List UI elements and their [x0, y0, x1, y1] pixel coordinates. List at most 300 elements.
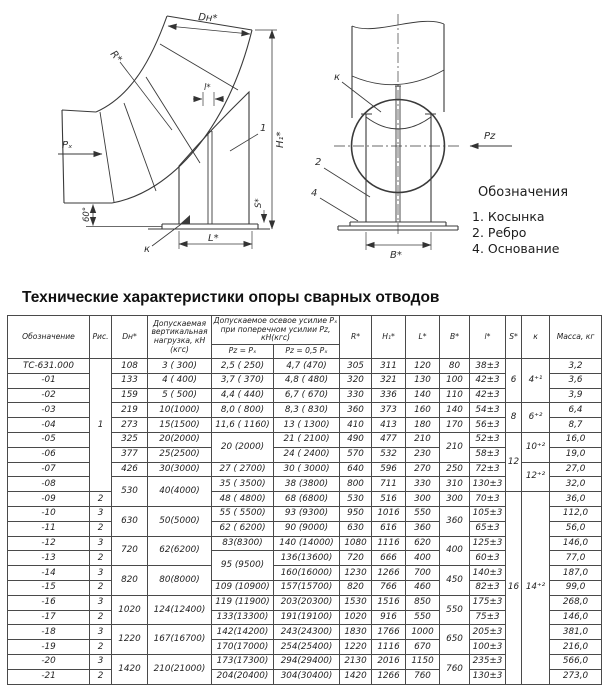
table-cell: 2 — [90, 580, 112, 595]
force-label-px: Pₓ — [62, 140, 73, 151]
table-cell: 620 — [406, 536, 440, 551]
table-cell: -07 — [8, 462, 90, 477]
table-cell: 666 — [372, 551, 406, 566]
legend-item-4: 4. Основание — [472, 241, 560, 256]
force-label-pz: Pz — [484, 131, 496, 142]
table-cell: 216,0 — [550, 640, 602, 655]
table-cell: 566,0 — [550, 654, 602, 669]
table-cell: 8,7 — [550, 418, 602, 433]
table-cell: 170 — [440, 418, 470, 433]
table-cell: 3 — [90, 536, 112, 551]
table-cell: 270 — [406, 462, 440, 477]
table-cell: 426 — [112, 462, 148, 477]
table-cell: 2 — [90, 640, 112, 655]
table-cell: 11,6 ( 1160) — [212, 418, 274, 433]
table-body — [8, 359, 602, 685]
gusset-sides — [366, 114, 431, 222]
table-cell: 38 (3800) — [274, 477, 340, 492]
table-cell: 136(13600) — [274, 551, 340, 566]
table-cell: 360 — [406, 521, 440, 536]
table-cell: 60±3 — [470, 551, 506, 566]
table-cell: 268,0 — [550, 595, 602, 610]
table-cell: 670 — [406, 640, 440, 655]
table-cell: 30(3000) — [148, 462, 212, 477]
table-cell: -04 — [8, 418, 90, 433]
table-cell: 381,0 — [550, 625, 602, 640]
table-cell: 133 — [112, 373, 148, 388]
table-cell: 108 — [112, 359, 148, 374]
table-cell: 360 — [340, 403, 372, 418]
table-cell: 1830 — [340, 625, 372, 640]
table-cell: 4,4 ( 440) — [212, 388, 274, 403]
col-vert: Допускаемая вертикальная нагрузка, кН (кгс) — [148, 316, 212, 359]
table-cell: 300 — [406, 492, 440, 507]
dim-label-dn: Dн* — [197, 12, 218, 25]
part4-label: 4 — [311, 188, 318, 199]
table-cell: 130±3 — [470, 669, 506, 684]
table-cell: 1080 — [340, 536, 372, 551]
table-cell: 630 — [340, 521, 372, 536]
legend-item-2: 2. Ребро — [472, 225, 527, 240]
table-cell: 146,0 — [550, 536, 602, 551]
table-cell: 305 — [340, 359, 372, 374]
table-cell: 550 — [440, 595, 470, 625]
table-cell: 109 (10900) — [212, 580, 274, 595]
table-cell: -10 — [8, 506, 90, 521]
table-cell: 330 — [340, 388, 372, 403]
segment-joint-lines — [100, 44, 238, 202]
table-cell: 48 ( 4800) — [212, 492, 274, 507]
table-cell: 173(17300) — [212, 654, 274, 669]
table-cell: 3,2 — [550, 359, 602, 374]
table-cell: 550 — [406, 506, 440, 521]
col-k: к — [522, 316, 550, 359]
table-cell: 14⁺² — [522, 492, 550, 684]
table-cell: 320 — [340, 373, 372, 388]
table-cell: 1420 — [112, 654, 148, 684]
table-cell: -06 — [8, 447, 90, 462]
table-cell: 1220 — [112, 625, 148, 655]
table-cell: 16,0 — [550, 432, 602, 447]
weld-label-k-front: к — [334, 72, 341, 83]
table-cell: 36,0 — [550, 492, 602, 507]
elbow-left-end — [62, 110, 112, 203]
table-cell: 2 — [90, 551, 112, 566]
table-cell: 110 — [440, 388, 470, 403]
table-cell: 4 ( 400) — [148, 373, 212, 388]
table-cell: 170(17000) — [212, 640, 274, 655]
table-cell: 13 ( 1300) — [274, 418, 340, 433]
table-cell: 6,7 ( 670) — [274, 388, 340, 403]
weld-mark — [180, 215, 190, 224]
table-cell: 210(21000) — [148, 654, 212, 684]
table-cell: -05 — [8, 432, 90, 447]
table-row — [8, 492, 602, 507]
table-cell: 80 — [440, 359, 470, 374]
table-cell: 70±3 — [470, 492, 506, 507]
table-cell: 916 — [372, 610, 406, 625]
table-cell: 42±3 — [470, 373, 506, 388]
table-cell: 205±3 — [470, 625, 506, 640]
table-cell: 19,0 — [550, 447, 602, 462]
col-b: B* — [440, 316, 470, 359]
table-cell: 230 — [406, 447, 440, 462]
table-cell: 3 ( 300) — [148, 359, 212, 374]
table-cell: 1116 — [372, 640, 406, 655]
part4-leader — [320, 198, 358, 221]
table-cell: 273 — [112, 418, 148, 433]
dim-label-b: B* — [390, 250, 402, 261]
table-cell: 1 — [90, 359, 112, 492]
table-cell: 1420 — [340, 669, 372, 684]
table-cell: 210 — [440, 432, 470, 462]
table-cell: 62(6200) — [148, 536, 212, 566]
table-cell: 124(12400) — [148, 595, 212, 625]
table-cell: 400 — [440, 536, 470, 566]
dim-label-lsmall: l* — [204, 83, 211, 93]
part2-label: 2 — [315, 157, 322, 168]
table-cell: 157(15700) — [274, 580, 340, 595]
table-row — [8, 359, 602, 374]
table-cell: 273,0 — [550, 669, 602, 684]
table-cell: 99,0 — [550, 580, 602, 595]
table-cell: 410 — [340, 418, 372, 433]
dim-lsmall-ext — [203, 92, 214, 106]
table-cell: 191(19100) — [274, 610, 340, 625]
table-cell: 570 — [340, 447, 372, 462]
col-l: l* — [470, 316, 506, 359]
table-cell: 550 — [406, 610, 440, 625]
table-cell: -17 — [8, 610, 90, 625]
table-cell: 1230 — [340, 566, 372, 581]
table-cell: 16 — [506, 492, 522, 684]
table-cell: 100 — [440, 373, 470, 388]
table-cell: 1116 — [372, 536, 406, 551]
table-cell: 27,0 — [550, 462, 602, 477]
legend-title: Обозначения — [478, 185, 569, 200]
table-cell: 8,3 ( 830) — [274, 403, 340, 418]
table-cell: 62 ( 6200) — [212, 521, 274, 536]
spec-table — [7, 315, 602, 685]
table-cell: 650 — [440, 625, 470, 655]
table-cell: -21 — [8, 669, 90, 684]
table-cell: 93 (9300) — [274, 506, 340, 521]
elbow-inner-arc — [96, 16, 167, 112]
table-cell: 8 — [506, 403, 522, 433]
table-cell: 3 — [90, 566, 112, 581]
table-cell: 6,4 — [550, 403, 602, 418]
table-cell: 294(29400) — [274, 654, 340, 669]
table-cell: 140±3 — [470, 566, 506, 581]
table-cell: 80(8000) — [148, 566, 212, 596]
table-cell: 35 ( 3500) — [212, 477, 274, 492]
table-cell: -08 — [8, 477, 90, 492]
table-cell: 3 — [90, 654, 112, 669]
saddle-curve — [366, 117, 431, 129]
table-cell: 210 — [406, 432, 440, 447]
table-cell: 140 — [406, 388, 440, 403]
table-cell: 140 (14000) — [274, 536, 340, 551]
rib-edge — [208, 131, 212, 224]
table-cell: 516 — [372, 492, 406, 507]
table-cell: 56,0 — [550, 521, 602, 536]
table-cell: 820 — [112, 566, 148, 596]
table-cell: 711 — [372, 477, 406, 492]
table-cell: 330 — [406, 477, 440, 492]
table-cell: 20(2000) — [148, 432, 212, 447]
table-cell: 720 — [340, 551, 372, 566]
table-cell: 119 (11900) — [212, 595, 274, 610]
table-cell: 125±3 — [470, 536, 506, 551]
table-cell: 58±3 — [470, 447, 506, 462]
col-r: R* — [340, 316, 372, 359]
table-cell: 5 ( 500) — [148, 388, 212, 403]
col-pz-px: Pz = Pₓ — [212, 345, 274, 359]
table-cell: 1020 — [112, 595, 148, 625]
table-cell: 450 — [440, 566, 470, 596]
table-cell: 56±3 — [470, 418, 506, 433]
table-cell: -19 — [8, 640, 90, 655]
table-cell: 2016 — [372, 654, 406, 669]
table-cell: -02 — [8, 388, 90, 403]
table-cell: 12⁺² — [522, 462, 550, 492]
table-cell: 10(1000) — [148, 403, 212, 418]
table-cell: 630 — [112, 506, 148, 536]
table-cell: -03 — [8, 403, 90, 418]
table-cell: 187,0 — [550, 566, 602, 581]
table-cell: 766 — [372, 580, 406, 595]
base-plate — [148, 224, 270, 229]
table-cell: 235±3 — [470, 654, 506, 669]
table-cell: 4,7 (470) — [274, 359, 340, 374]
col-dn: Dн* — [112, 316, 148, 359]
table-cell: 1016 — [372, 506, 406, 521]
table-cell: 40(4000) — [148, 477, 212, 507]
table-cell: 20 (2000) — [212, 432, 274, 462]
table-cell: 146,0 — [550, 610, 602, 625]
table-cell: 850 — [406, 595, 440, 610]
table-cell: 360 — [440, 506, 470, 536]
table-header — [8, 316, 602, 359]
table-cell: 52±3 — [470, 432, 506, 447]
table-cell: 4,8 ( 480) — [274, 373, 340, 388]
table-cell: 760 — [406, 669, 440, 684]
table-cell: 6 — [506, 359, 522, 403]
col-L: L* — [406, 316, 440, 359]
col-obozn: Обозначение — [8, 316, 90, 359]
table-cell: 55 ( 5500) — [212, 506, 274, 521]
col-axial: Допускаемое осевое усилие Pₓ при поперечном усилии Pz, кН(кгс) — [212, 316, 340, 345]
table-cell: 32,0 — [550, 477, 602, 492]
dim-b-ext — [366, 232, 431, 250]
table-cell: 38±3 — [470, 359, 506, 374]
part2-leader — [324, 168, 370, 197]
table-cell: 530 — [112, 477, 148, 507]
table-cell: 3,7 ( 370) — [212, 373, 274, 388]
table-cell: ТС-631.000 — [8, 359, 90, 374]
table-cell: 254(25400) — [274, 640, 340, 655]
table-cell: 15(1500) — [148, 418, 212, 433]
table-cell: 167(16700) — [148, 625, 212, 655]
table-cell: -16 — [8, 595, 90, 610]
table-cell: 204(20400) — [212, 669, 274, 684]
table-cell: -12 — [8, 536, 90, 551]
table-cell: 2 — [90, 492, 112, 507]
table-cell: 1220 — [340, 640, 372, 655]
table-cell: 1000 — [406, 625, 440, 640]
technical-drawing — [0, 0, 609, 272]
table-cell: 2130 — [340, 654, 372, 669]
table-cell: 800 — [340, 477, 372, 492]
table-cell: 3 — [90, 595, 112, 610]
table-cell: -09 — [8, 492, 90, 507]
table-cell: -20 — [8, 654, 90, 669]
col-mass: Масса, кг — [550, 316, 602, 359]
table-cell: 65±3 — [470, 521, 506, 536]
table-cell: -14 — [8, 566, 90, 581]
table-cell: 616 — [372, 521, 406, 536]
table-cell: 490 — [340, 432, 372, 447]
table-cell: 82±3 — [470, 580, 506, 595]
table-cell: 1266 — [372, 669, 406, 684]
dim-label-r: R* — [107, 48, 124, 66]
k-leader-front — [342, 82, 381, 112]
table-cell: 21 ( 2100) — [274, 432, 340, 447]
table-cell: 75±3 — [470, 610, 506, 625]
col-ris: Рис. — [90, 316, 112, 359]
table-cell: 10⁺² — [522, 432, 550, 462]
table-cell: 140 — [440, 403, 470, 418]
table-cell: 42±3 — [470, 388, 506, 403]
table-cell: 460 — [406, 580, 440, 595]
table-cell: 2 — [90, 521, 112, 536]
table-cell: 24 ( 2400) — [274, 447, 340, 462]
gusset-plate — [179, 92, 249, 224]
weld-label-k: к — [144, 244, 151, 255]
table-cell: 310 — [440, 477, 470, 492]
table-cell: 4⁺¹ — [522, 359, 550, 403]
table-cell: 95 (9500) — [212, 551, 274, 581]
table-cell: -15 — [8, 580, 90, 595]
table-cell: 12 — [506, 432, 522, 491]
table-cell: 373 — [372, 403, 406, 418]
col-h1: H₁* — [372, 316, 406, 359]
table-cell: 142(14200) — [212, 625, 274, 640]
dim-label-angle: 60° — [82, 206, 92, 222]
table-cell: 1766 — [372, 625, 406, 640]
table-cell: 159 — [112, 388, 148, 403]
table-cell: -01 — [8, 373, 90, 388]
dim-label-h1: H₁* — [275, 131, 286, 148]
table-cell: 530 — [340, 492, 372, 507]
table-cell: 68 (6800) — [274, 492, 340, 507]
table-cell: 640 — [340, 462, 372, 477]
table-cell: -18 — [8, 625, 90, 640]
legend-item-1: 1. Косынка — [472, 209, 545, 224]
table-cell: 1020 — [340, 610, 372, 625]
table-cell: 400 — [406, 551, 440, 566]
table-cell: 321 — [372, 373, 406, 388]
table-cell: 77,0 — [550, 551, 602, 566]
table-cell: 160 — [406, 403, 440, 418]
table-cell: 90 (9000) — [274, 521, 340, 536]
col-pz-05px: Pz = 0,5 Pₓ — [274, 345, 340, 359]
table-cell: 3,6 — [550, 373, 602, 388]
table-cell: 6⁺² — [522, 403, 550, 433]
elbow-outer-arc — [112, 30, 252, 203]
table-cell: 130±3 — [470, 477, 506, 492]
table-cell: 250 — [440, 462, 470, 477]
table-cell: 325 — [112, 432, 148, 447]
table-cell: 477 — [372, 432, 406, 447]
page-title: Технические характеристики опоры сварных отводов — [22, 289, 440, 306]
table-cell: 596 — [372, 462, 406, 477]
table-cell: -13 — [8, 551, 90, 566]
table-cell: 1266 — [372, 566, 406, 581]
table-cell: 160(16000) — [274, 566, 340, 581]
table-cell: 950 — [340, 506, 372, 521]
table-cell: 3 — [90, 625, 112, 640]
table-cell: 100±3 — [470, 640, 506, 655]
table-cell: 700 — [406, 566, 440, 581]
table-cell: 377 — [112, 447, 148, 462]
table-cell: 1516 — [372, 595, 406, 610]
table-cell: 243(24300) — [274, 625, 340, 640]
part1-leader — [230, 134, 258, 151]
table-cell: 2 — [90, 610, 112, 625]
table-cell: 54±3 — [470, 403, 506, 418]
table-cell: 3,9 — [550, 388, 602, 403]
table-cell: 1530 — [340, 595, 372, 610]
table-cell: 72±3 — [470, 462, 506, 477]
table-cell: 83(8300) — [212, 536, 274, 551]
part1-label: 1 — [260, 123, 267, 134]
table-cell: 27 ( 2700) — [212, 462, 274, 477]
table-cell: 304(30400) — [274, 669, 340, 684]
table-cell: 112,0 — [550, 506, 602, 521]
table-cell: 50(5000) — [148, 506, 212, 536]
table-cell: 130 — [406, 373, 440, 388]
dim-label-s: S* — [254, 198, 264, 208]
table-cell: 820 — [340, 580, 372, 595]
table-cell: 30 ( 3000) — [274, 462, 340, 477]
table-cell: 532 — [372, 447, 406, 462]
table-cell: 311 — [372, 359, 406, 374]
table-cell: 2,5 ( 250) — [212, 359, 274, 374]
table-cell: 336 — [372, 388, 406, 403]
radius-leader — [120, 62, 172, 130]
table-cell: -11 — [8, 521, 90, 536]
table-cell: 175±3 — [470, 595, 506, 610]
table-cell: 300 — [440, 492, 470, 507]
table-cell: 3 — [90, 506, 112, 521]
table-cell: 105±3 — [470, 506, 506, 521]
table-cell: 180 — [406, 418, 440, 433]
dim-label-L: L* — [208, 233, 219, 244]
table-cell: 720 — [112, 536, 148, 566]
table-cell: 25(2500) — [148, 447, 212, 462]
table-cell: 413 — [372, 418, 406, 433]
table-cell: 8,0 ( 800) — [212, 403, 274, 418]
table-cell: 2 — [90, 669, 112, 684]
table-cell: 219 — [112, 403, 148, 418]
table-cell: 133(13300) — [212, 610, 274, 625]
col-s: S* — [506, 316, 522, 359]
table-cell: 203(20300) — [274, 595, 340, 610]
table-cell: 120 — [406, 359, 440, 374]
table-cell: 760 — [440, 654, 470, 684]
table-cell: 1150 — [406, 654, 440, 669]
